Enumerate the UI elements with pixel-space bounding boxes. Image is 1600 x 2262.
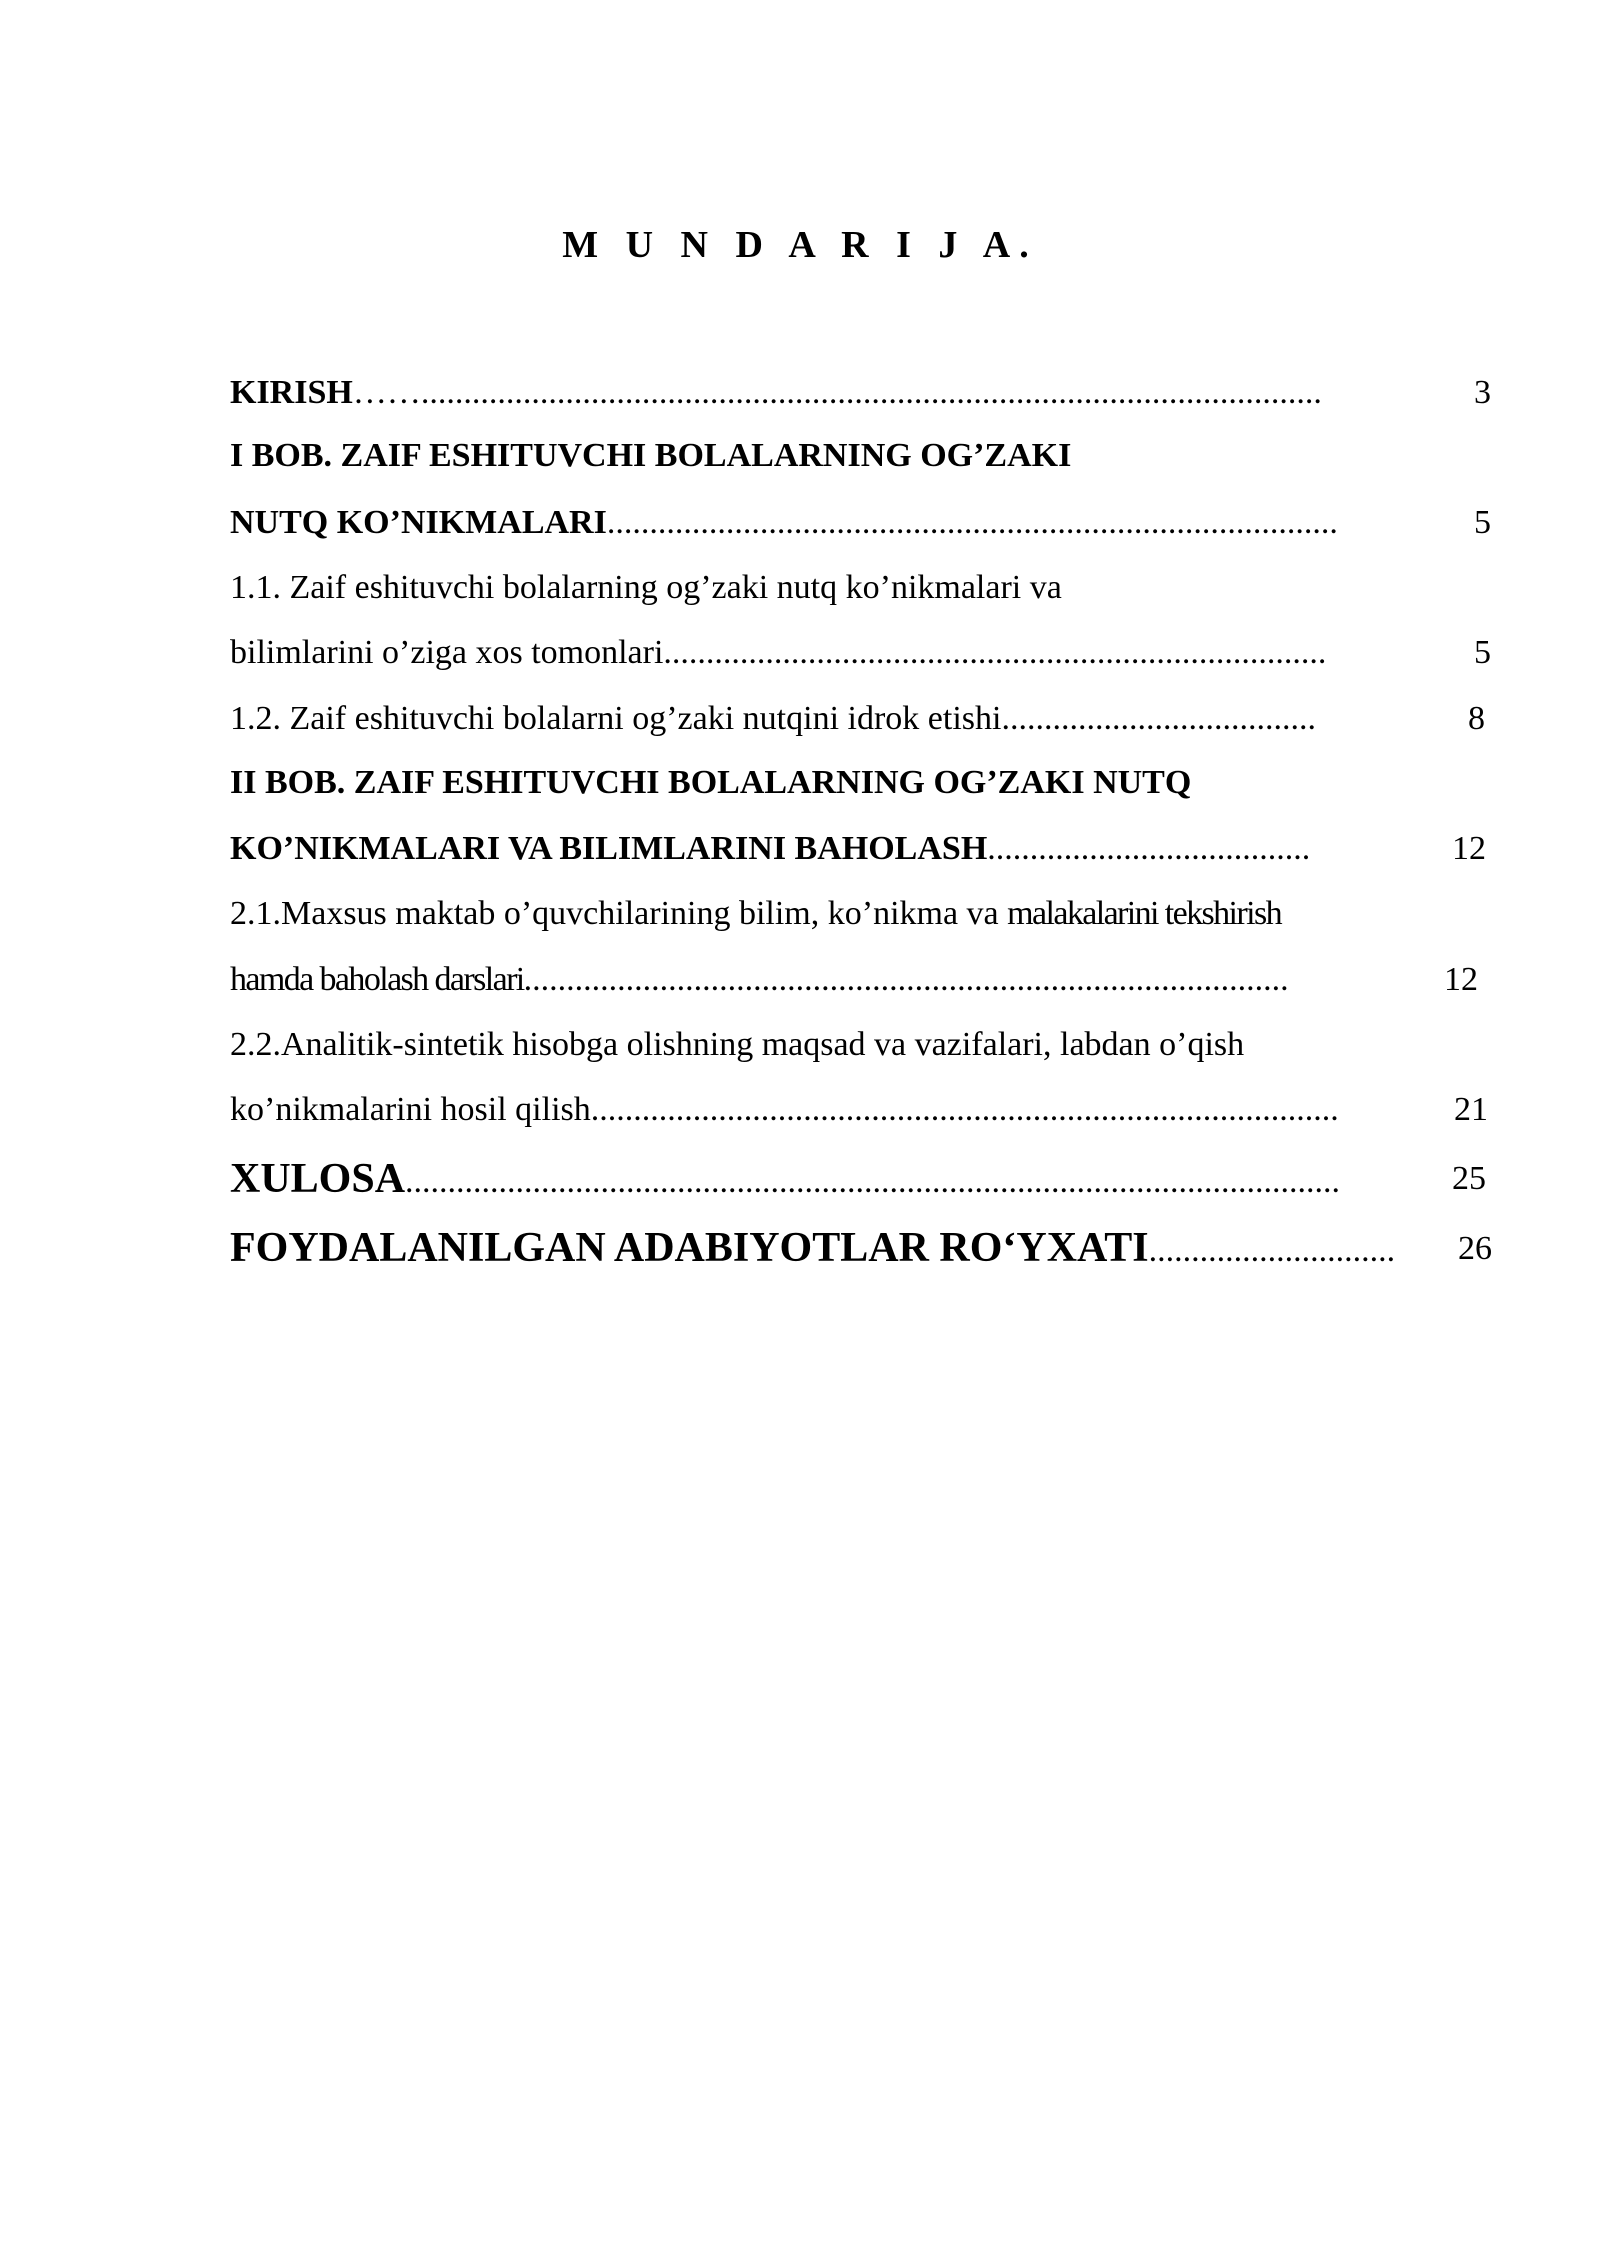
toc-leader-dots: ...................................................................................... bbox=[606, 504, 1338, 541]
toc-entry-label: 1.2. Zaif eshituvchi bolalarni og’zaki nutqini idrok etishi bbox=[230, 700, 1002, 737]
toc-entry-label: 2.1.Maxsus maktab o’quvchilarining bilim, ko’nikma va bbox=[230, 895, 1008, 932]
toc-page-number: 3 bbox=[1474, 374, 1491, 411]
toc-entry-section-2-2-cont bbox=[230, 1084, 1452, 1136]
toc-leader-dots: …….......................................................................................................... bbox=[352, 374, 1322, 411]
toc-entry-chapter-1-cont bbox=[230, 497, 1470, 549]
toc-entry-label: I BOB. ZAIF ESHITUVCHI BOLALARNING OG’ZAKI bbox=[230, 437, 1072, 474]
toc-leader-dots: .............................................................................. bbox=[663, 634, 1327, 671]
toc-entry-chapter-1 bbox=[230, 430, 1480, 482]
toc-entry-section-1-2 bbox=[230, 693, 1470, 745]
toc-page-number: 8 bbox=[1468, 700, 1485, 737]
toc-entry-label: bilimlarini o’ziga xos tomonlari bbox=[230, 634, 664, 671]
toc-entry-label: hamda baholash darslari bbox=[230, 961, 524, 998]
toc-entry-kirish bbox=[230, 367, 1480, 419]
toc-page-number: 5 bbox=[1474, 504, 1491, 541]
toc-page-number: 5 bbox=[1474, 634, 1491, 671]
toc-page-number: 12 bbox=[1452, 830, 1486, 867]
toc-entry-label: 2.2.Analitik-sintetik hisobga olishning maqsad va vazifalari, labdan o’qish bbox=[230, 1026, 1245, 1063]
toc-entry-section-2-1-cont bbox=[230, 954, 1442, 1006]
toc-entry-label: KO’NIKMALARI VA BILIMLARINI BAHOLASH bbox=[230, 830, 988, 867]
page-title: M U N D A R I J A. bbox=[562, 224, 1038, 266]
toc-entry-section-2-1 bbox=[230, 888, 1480, 940]
toc-entry-label: KIRISH bbox=[230, 374, 353, 411]
toc-entry-section-2-2 bbox=[230, 1019, 1480, 1071]
toc-page-number: 21 bbox=[1454, 1091, 1488, 1128]
toc-leader-dots: ........................................................................................ bbox=[590, 1091, 1339, 1128]
toc-leader-dots: ...................................... bbox=[987, 830, 1311, 867]
toc-entry-references bbox=[230, 1219, 1458, 1277]
toc-leader-dots: .............................................................................................................. bbox=[405, 1163, 1341, 1200]
toc-leader-dots: .......................................................................................... bbox=[523, 961, 1289, 998]
toc-leader-dots: ..................................... bbox=[1001, 700, 1316, 737]
toc-page-number: 25 bbox=[1452, 1160, 1486, 1197]
toc-entry-label: NUTQ KO’NIKMALARI bbox=[230, 504, 607, 541]
toc-entry-section-1-1-cont bbox=[230, 627, 1474, 679]
toc-leader-dots: ............................. bbox=[1148, 1232, 1396, 1269]
toc-entry-chapter-2-cont bbox=[230, 823, 1450, 875]
toc-page-number: 26 bbox=[1458, 1230, 1492, 1267]
toc-entry-label: FOYDALANILGAN ADABIYOTLAR RO‘YXATI bbox=[230, 1225, 1149, 1271]
toc-entry-label: II BOB. ZAIF ESHITUVCHI BOLALARNING OG’ZAKI NUTQ bbox=[230, 764, 1192, 801]
toc-entry-chapter-2 bbox=[230, 757, 1480, 809]
toc-page-number: 12 bbox=[1444, 961, 1478, 998]
toc-entry-label: XULOSA bbox=[230, 1156, 406, 1202]
toc-entry-xulosa bbox=[230, 1150, 1450, 1208]
toc-entry-label-condensed: malakalarini tekshirish bbox=[1007, 895, 1281, 932]
toc-entry-section-1-1 bbox=[230, 562, 1480, 614]
toc-entry-label: ko’nikmalarini hosil qilish bbox=[230, 1091, 591, 1128]
toc-entry-label: 1.1. Zaif eshituvchi bolalarning og’zaki nutq ko’nikmalari va bbox=[230, 569, 1062, 606]
